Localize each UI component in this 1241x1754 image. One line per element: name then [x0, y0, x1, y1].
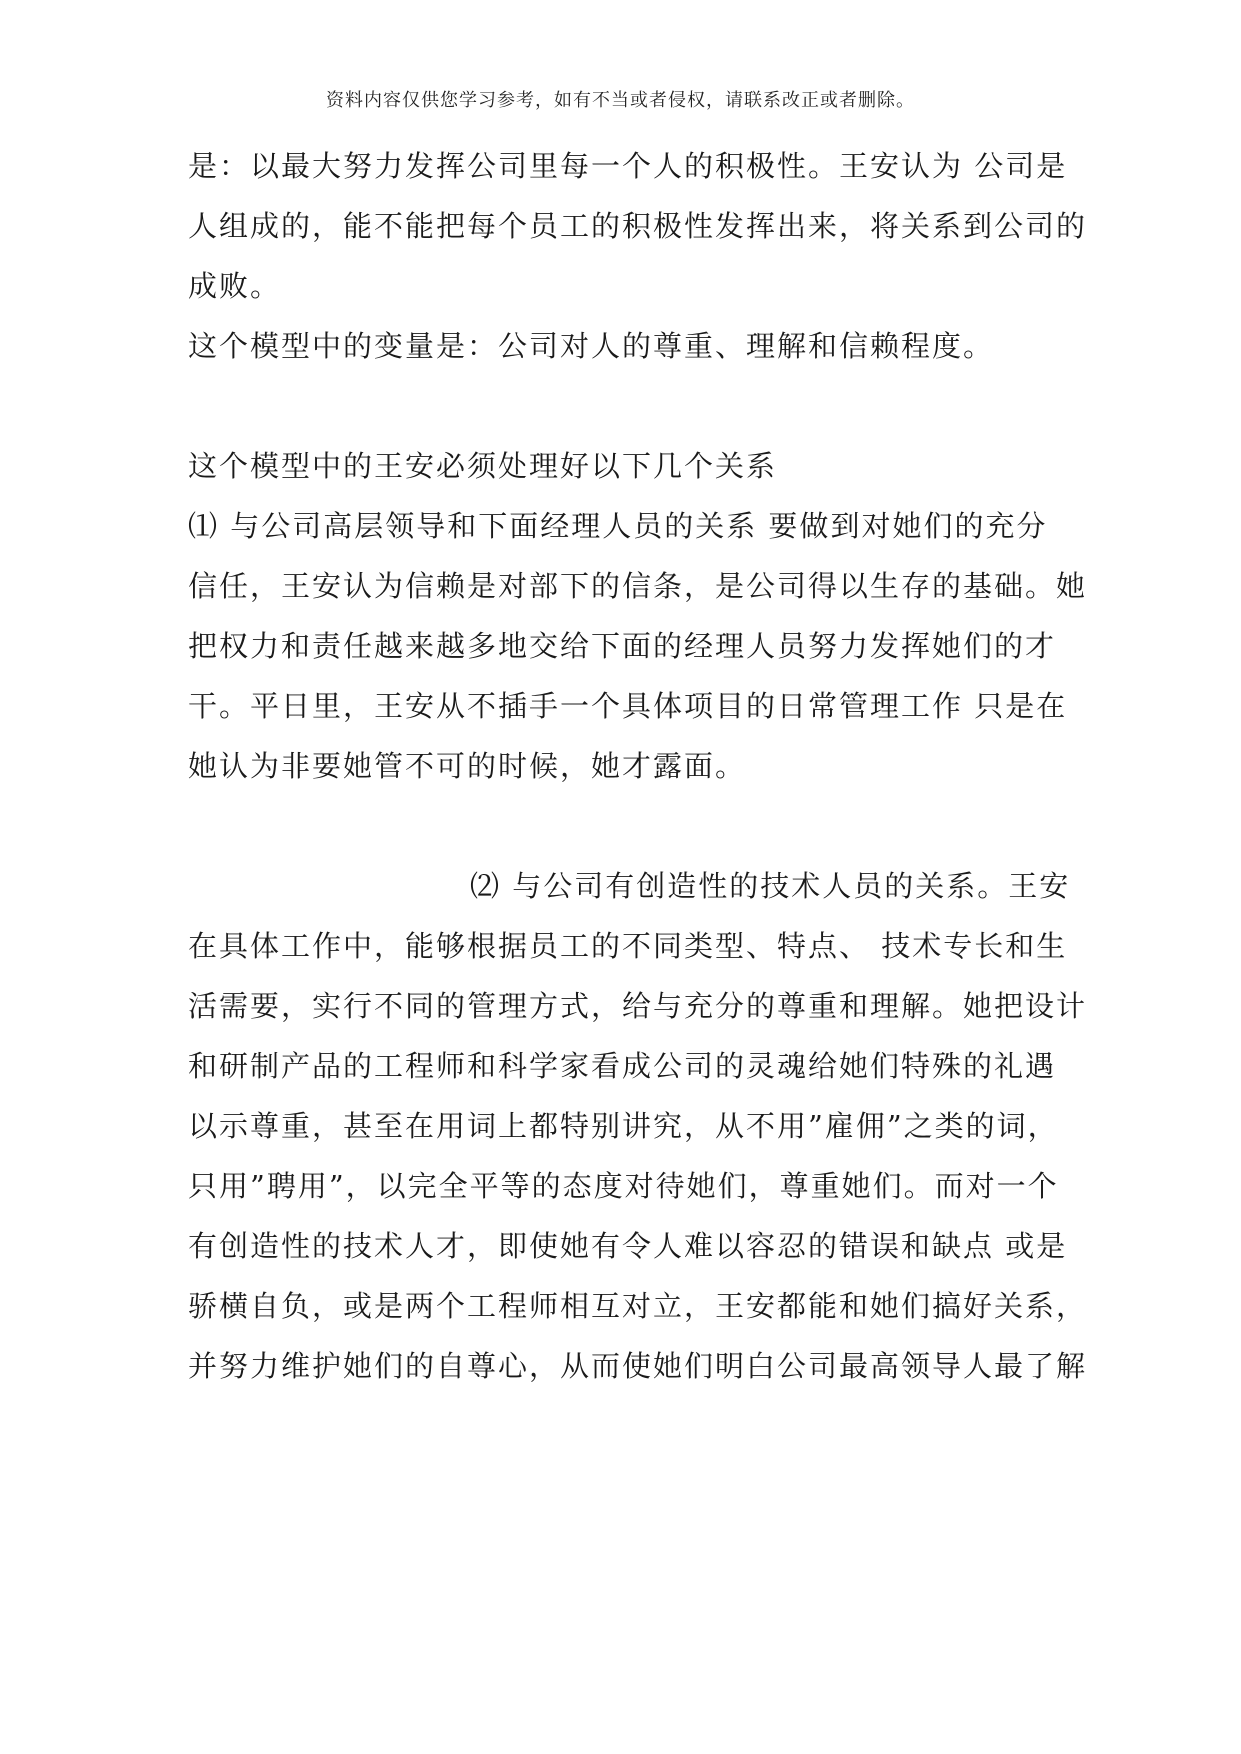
body-text-line: 有创造性的技术人才，即使她有令人难以容忍的错误和缺点 或是: [188, 1229, 1068, 1263]
body-text-line: 并努力维护她们的自尊心，从而使她们明白公司最高领导人最了解: [188, 1349, 1088, 1383]
body-text-line: 只用”聘用”，以完全平等的态度对待她们，尊重她们。而对一个: [188, 1169, 1059, 1203]
body-text-line: ⑵ 与公司有创造性的技术人员的关系。王安: [470, 869, 1071, 903]
body-text-line: 人组成的，能不能把每个员工的积极性发挥出来，将关系到公司的: [188, 209, 1088, 243]
body-text-line: 成败。: [188, 269, 282, 303]
body-text-line: 和研制产品的工程师和科学家看成公司的灵魂给她们特殊的礼遇: [188, 1049, 1057, 1083]
body-text-line: 以示尊重，甚至在用词上都特别讲究，从不用”雇佣”之类的词，: [188, 1109, 1059, 1143]
body-text-line: 在具体工作中，能够根据员工的不同类型、特点、 技术专长和生: [188, 929, 1068, 963]
header-disclaimer: 资料内容仅供您学习参考，如有不当或者侵权，请联系改正或者删除。: [326, 90, 915, 111]
body-text-line: 是：以最大努力发挥公司里每一个人的积极性。王安认为 公司是: [188, 149, 1068, 183]
body-text-line: 这个模型中的变量是：公司对人的尊重、理解和信赖程度。: [188, 329, 995, 363]
body-text-line: 骄横自负，或是两个工程师相互对立，王安都能和她们搞好关系，: [188, 1289, 1088, 1323]
body-text-line: 她认为非要她管不可的时候，她才露面。: [188, 749, 747, 783]
body-text-line: 活需要，实行不同的管理方式，给与充分的尊重和理解。她把设计: [188, 989, 1088, 1023]
section-heading: 这个模型中的王安必须处理好以下几个关系: [188, 449, 778, 483]
body-text-line: ⑴ 与公司高层领导和下面经理人员的关系 要做到对她们的充分: [188, 509, 1048, 543]
body-text-line: 干。平日里，王安从不插手一个具体项目的日常管理工作 只是在: [188, 689, 1068, 723]
body-text-line: 把权力和责任越来越多地交给下面的经理人员努力发挥她们的才: [188, 629, 1057, 663]
body-text-line: 信任，王安认为信赖是对部下的信条，是公司得以生存的基础。她: [188, 569, 1088, 603]
